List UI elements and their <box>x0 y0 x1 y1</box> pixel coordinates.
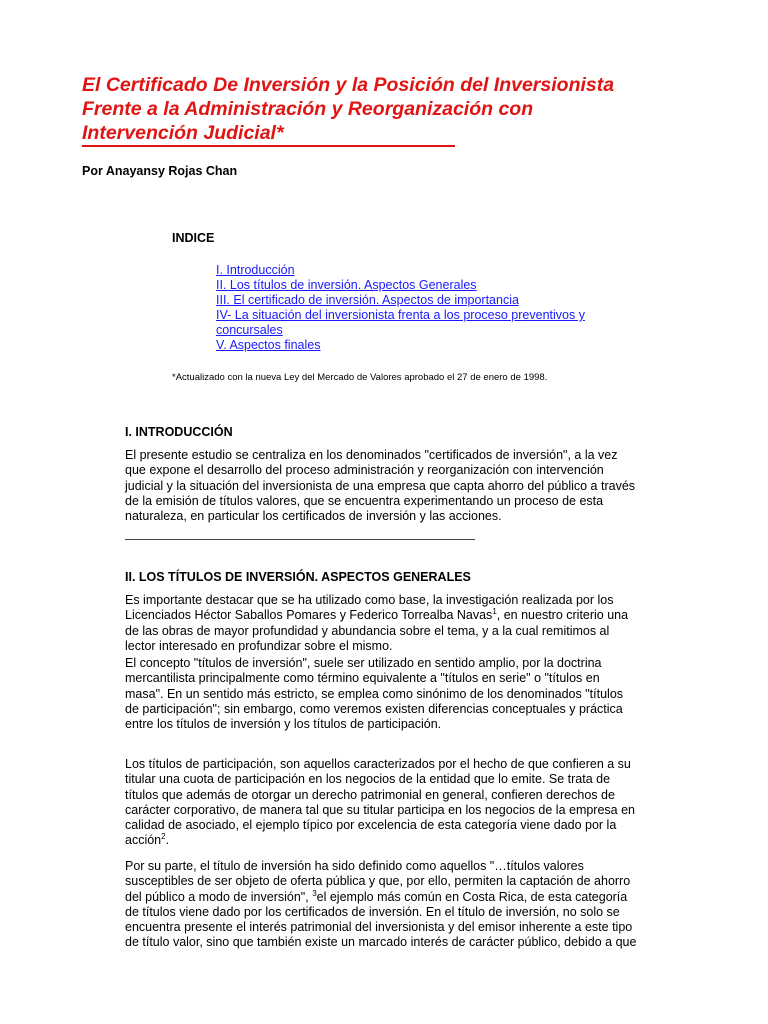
intro-paragraph <box>125 448 645 524</box>
paragraph-line: Por su parte, el título de inversión ha sido definido como aquellos "…títulos valores <box>125 859 584 873</box>
toc-link-aspectos-finales[interactable] <box>216 338 585 353</box>
toc-link-situacion-inversionista[interactable] <box>216 308 585 338</box>
paragraph-text: , en nuestro criterio una <box>496 608 629 623</box>
paragraph-line <box>125 608 645 623</box>
footnote-ref[interactable]: 1 <box>492 607 497 617</box>
paragraph-line: judicial y la situación del inversionista de una empresa que capta ahorro del público a través <box>125 478 636 493</box>
paragraph-line: mercantilista principalmente como término equivalente a "títulos en serie" o "títulos en <box>125 671 600 686</box>
body-paragraph <box>125 757 645 849</box>
paragraph-line: naturaleza, en particular los certificados de inversión y las acciones. <box>125 509 502 524</box>
title-line: Frente a la Administración y Reorganización con <box>82 98 534 120</box>
body-paragraph <box>125 656 645 732</box>
update-footnote: *Actualizado con la nueva Ley del Mercado de Valores aprobado el 27 de enero de 1998. <box>172 372 548 383</box>
paragraph-line: que expone el desarrollo del proceso administración y reorganización con intervención <box>125 463 604 478</box>
author-byline: Por Anayansy Rojas Chan <box>82 164 238 178</box>
section-divider <box>125 539 475 540</box>
paragraph-text: el ejemplo más común en Costa Rica, de esta categoría <box>316 889 628 904</box>
document-title <box>82 73 702 145</box>
paragraph-text: . <box>165 833 170 848</box>
paragraph-line: Es importante destacar que se ha utilizado como base, la investigación realizada por los <box>125 593 614 607</box>
body-paragraph <box>125 859 645 951</box>
paragraph-line: de título valor, sino que también existe un marcado interés de carácter público, debido a que <box>125 935 637 950</box>
paragraph-line <box>125 833 645 848</box>
title-line: El Certificado De Inversión y la Posición del Inversionista <box>82 74 615 96</box>
paragraph-line: El presente estudio se centraliza en los denominados "certificados de inversión", a la vez <box>125 448 618 462</box>
paragraph-line: Los títulos de participación, son aquellos caracterizados por el hecho de que confieren a su <box>125 757 631 771</box>
paragraph-line: de títulos viene dado por los certificados de inversión. En el título de inversión, no solo se <box>125 904 620 919</box>
paragraph-line: titular una cuota de participación en los negocios de la entidad que lo emite. Se trata de <box>125 772 611 787</box>
paragraph-line: El concepto "títulos de inversión", suele ser utilizado en sentido amplio, por la doctrina <box>125 656 602 670</box>
toc-item <box>216 263 585 278</box>
body-paragraph <box>125 593 645 654</box>
paragraph-line: títulos que además de otorgar un derecho patrimonial en general, confieren derechos de <box>125 787 615 802</box>
paragraph-text: acción <box>125 833 162 848</box>
paragraph-text: Licenciados Héctor Saballos Pomares y Federico Torrealba Navas <box>125 608 493 623</box>
paragraph-line: susceptibles de ser objeto de oferta pública y que, por ello, permiten la captación de ahorro <box>125 874 631 889</box>
paragraph-line: carácter corporativo, de manera tal que su titular participa en los negocios de la empresa en <box>125 802 636 817</box>
paragraph-line: de las obras de mayor profundidad y abundancia sobre el tema, y a la cual remitimos al <box>125 623 610 638</box>
toc-link-text: IV- La situación del inversionista frenta a los proceso preventivos y <box>216 308 585 322</box>
toc-item <box>216 293 585 308</box>
paragraph-line: de participación"; sin embargo, como veremos existen diferencias conceptuales y práctica <box>125 701 623 716</box>
toc-link-introduccion[interactable] <box>216 263 585 278</box>
index-heading: INDICE <box>172 231 215 245</box>
table-of-contents <box>216 263 585 353</box>
footnote-ref[interactable]: 2 <box>161 832 166 842</box>
toc-link-text: III. El certificado de inversión. Aspectos de importancia <box>216 293 519 307</box>
toc-link-text: I. Introducción <box>216 263 295 277</box>
paragraph-line: de la emisión de títulos valores, que se encuentra experimentando un proceso de esta <box>125 493 604 508</box>
footnote-ref[interactable]: 3 <box>312 888 317 898</box>
toc-link-certificado-inversion[interactable] <box>216 293 585 308</box>
paragraph-line: calidad de asociado, el ejemplo típico por excelencia de esta categoría viene dado por la <box>125 818 617 833</box>
paragraph-text: del público a modo de inversión", <box>125 889 313 904</box>
title-underline <box>82 145 455 147</box>
toc-item <box>216 278 585 293</box>
toc-link-text: concursales <box>216 323 283 337</box>
toc-link-text: II. Los títulos de inversión. Aspectos Generales <box>216 278 477 292</box>
toc-link-titulos-inversion[interactable] <box>216 278 585 293</box>
paragraph-line: lector interesado en profundizar sobre el mismo. <box>125 638 393 653</box>
section-heading-titulos-inversion: II. LOS TÍTULOS DE INVERSIÓN. ASPECTOS GENERALES <box>125 570 471 585</box>
toc-item <box>216 338 585 353</box>
paragraph-line: entre los títulos de inversión y los títulos de participación. <box>125 717 442 732</box>
title-line: Intervención Judicial* <box>82 122 284 144</box>
toc-link-text: V. Aspectos finales <box>216 338 321 352</box>
toc-item <box>216 308 585 338</box>
paragraph-line: masa". En un sentido más estricto, se emplea como sinónimo de los denominados "títulos <box>125 686 624 701</box>
section-heading-introduccion: I. INTRODUCCIÓN <box>125 425 233 440</box>
paragraph-line <box>125 890 645 905</box>
paragraph-line: encuentra presente el interés patrimonial del inversionista y del emisor inherente a este tipo <box>125 920 633 935</box>
